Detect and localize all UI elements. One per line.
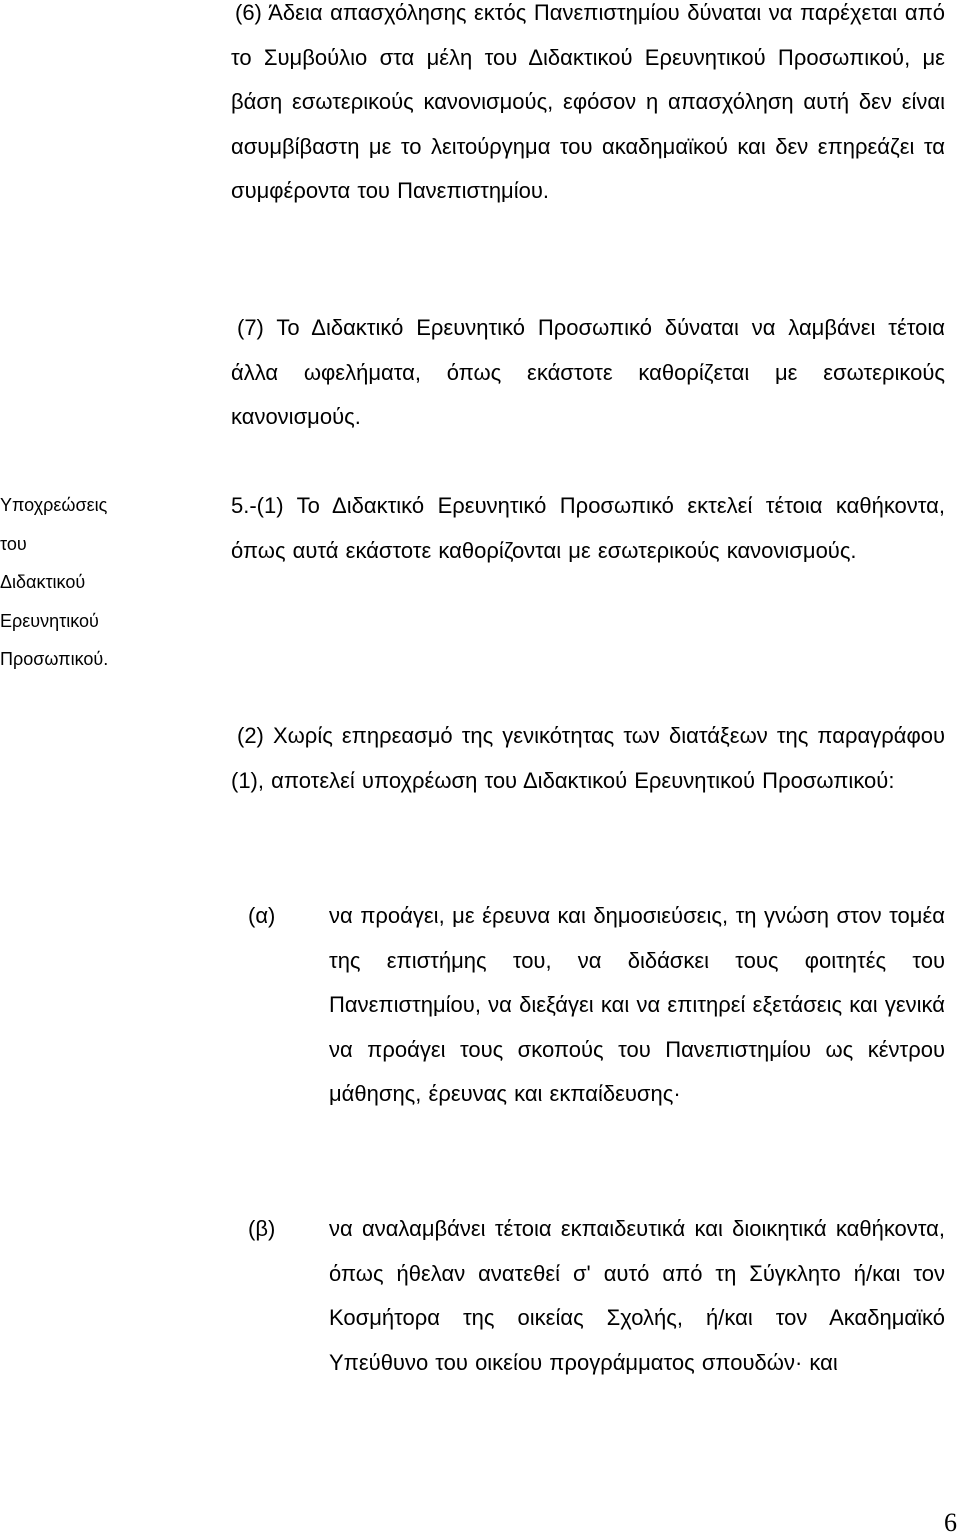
paragraph-6-text: (6) Άδεια απασχόλησης εκτός Πανεπιστημίου δύναται να παρέχεται από το Συμβούλιο στα μέλη του Διδακτικού Ερευνητικού Προσωπικού, με βάση εσωτερικούς κανονισμούς, εφόσον η απασχόληση αυτή δεν είναι ασυμβίβαστη με το λειτούργημα του ακαδημαϊκού και δεν επηρεάζει τα συμφέροντα του Πανεπιστημίου. <box>231 0 945 204</box>
margin-note <box>0 486 150 679</box>
section-5-2 <box>231 714 945 803</box>
list-item-label: (β) <box>248 1216 276 1241</box>
margin-note-line: Διδακτικού <box>0 572 86 593</box>
paragraph-7 <box>231 306 945 440</box>
margin-note-line: Υποχρεώσεις <box>0 495 108 515</box>
section-5-1-text: 5.-(1) Το Διδακτικό Ερευνητικό Προσωπικό εκτελεί τέτοια καθήκοντα, όπως αυτά εκάστοτε καθορίζονται με εσωτερικούς κανονισμούς. <box>231 493 945 563</box>
margin-note-line: Ερευνητικού <box>0 610 99 631</box>
list-item-label: (α) <box>248 903 276 928</box>
margin-note-line: Προσωπικού. <box>0 649 109 670</box>
page-number: 6 <box>944 1508 957 1537</box>
section-5-1 <box>231 484 945 573</box>
list-item-text: να αναλαμβάνει τέτοια εκπαιδευτικά και διοικητικά καθήκοντα, όπως ήθελαν ανατεθεί σ' αυτό από τη Σύγκλητο ή/και τον Κοσμήτορα της οικείας Σχολής, ή/και τον Ακαδημαϊκό Υπεύθυνο του οικείου προγράμματος σπουδών· και <box>329 1216 945 1375</box>
paragraph-6 <box>231 0 945 214</box>
section-5-2-text: (2) Χωρίς επηρεασμό της γενικότητας των διατάξεων της παραγράφου (1), αποτελεί υποχρέωση του Διδακτικού Ερευνητικού Προσωπικού: <box>231 723 945 793</box>
margin-note-line: του <box>0 533 27 554</box>
list-item-text: να προάγει, με έρευνα και δημοσιεύσεις, τη γνώση στον τομέα της επιστήμης του, να διδάσκει τους φοιτητές του Πανεπιστημίου, να διεξάγει και να επιτηρεί εξετάσεις και γενικά να προάγει τους σκοπούς του Πανεπιστημίου ως κέντρου μάθησης, έρευνας και εκπαίδευσης· <box>329 903 945 1107</box>
paragraph-7-text: (7) Το Διδακτικό Ερευνητικό Προσωπικό δύναται να λαμβάνει τέτοια άλλα ωφελήματα, όπως εκάστοτε καθορίζεται με εσωτερικούς κανονισμούς. <box>231 315 945 430</box>
